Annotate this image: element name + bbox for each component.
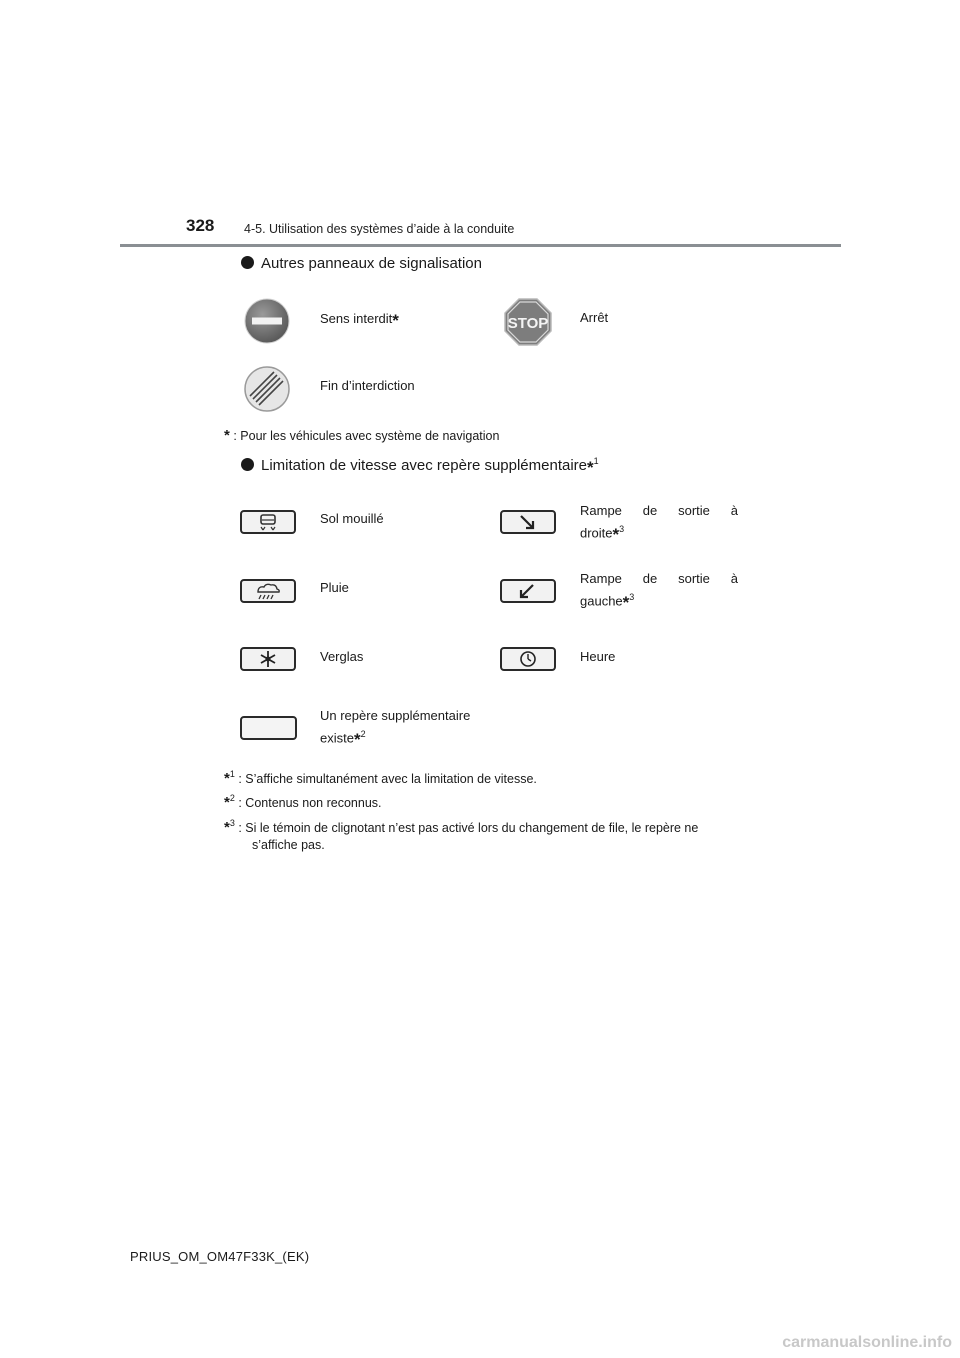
label-pluie: Pluie xyxy=(320,580,349,595)
footnote-3: *$^3$ : Si le témoin de clignotant n’est pas activé lors du changement de file, le repère ne s’affiche pas. xyxy=(224,818,699,852)
ice-panel-icon xyxy=(240,647,296,671)
footnote-navigation: * : Pour les véhicules avec système de navigation xyxy=(224,427,500,444)
section-title: 4-5. Utilisation des systèmes d’aide à la conduite xyxy=(244,222,515,236)
footnote-1: *$^1$ : S’affiche simultanément avec la limitation de vitesse. xyxy=(224,769,537,787)
label-arret: Arrêt xyxy=(580,310,609,325)
label-sol-mouille: Sol mouillé xyxy=(320,511,384,526)
stop-sign-icon xyxy=(504,298,552,346)
bullet-icon xyxy=(241,458,254,471)
watermark: carmanualsonline.info xyxy=(782,1334,952,1351)
svg-text:STOP: STOP xyxy=(507,315,549,332)
header-divider xyxy=(120,244,841,247)
group2-heading: Limitation de vitesse avec repère supplémentaire*$^1$ xyxy=(241,455,599,475)
label-repere-supplementaire: Un repère supplémentaire existe*$^2$ xyxy=(320,708,471,750)
blank-panel-icon xyxy=(240,716,297,740)
label-fin-interdiction: Fin d’interdiction xyxy=(320,378,415,393)
footnote-2: *$^2$ : Contenus non reconnus. xyxy=(224,793,382,811)
exit-ramp-right-panel-icon xyxy=(500,510,556,534)
group1-heading xyxy=(241,255,482,272)
group1-title: Autres panneaux de signalisation xyxy=(261,255,482,272)
rain-panel-icon xyxy=(240,579,296,603)
label-rampe-gauche: Rampe de sortie à gauche*$^3$ xyxy=(580,571,738,613)
exit-ramp-left-panel-icon xyxy=(500,579,556,603)
clock-panel-icon xyxy=(500,647,556,671)
bullet-icon xyxy=(241,256,254,269)
label-sens-interdit: Sens interdit* xyxy=(320,311,399,330)
no-entry-sign-icon xyxy=(244,298,290,344)
document-code: PRIUS_OM_OM47F33K_(EK) xyxy=(130,1249,310,1264)
page-number: 328 xyxy=(186,216,215,235)
group2-title: Limitation de vitesse avec repère supplémentaire xyxy=(261,457,588,474)
label-heure: Heure xyxy=(580,649,616,664)
label-rampe-droite: Rampe de sortie à droite*$^3$ xyxy=(580,503,738,545)
end-of-restriction-sign-icon xyxy=(244,366,290,412)
label-verglas: Verglas xyxy=(320,649,364,664)
wet-road-panel-icon xyxy=(240,510,296,534)
